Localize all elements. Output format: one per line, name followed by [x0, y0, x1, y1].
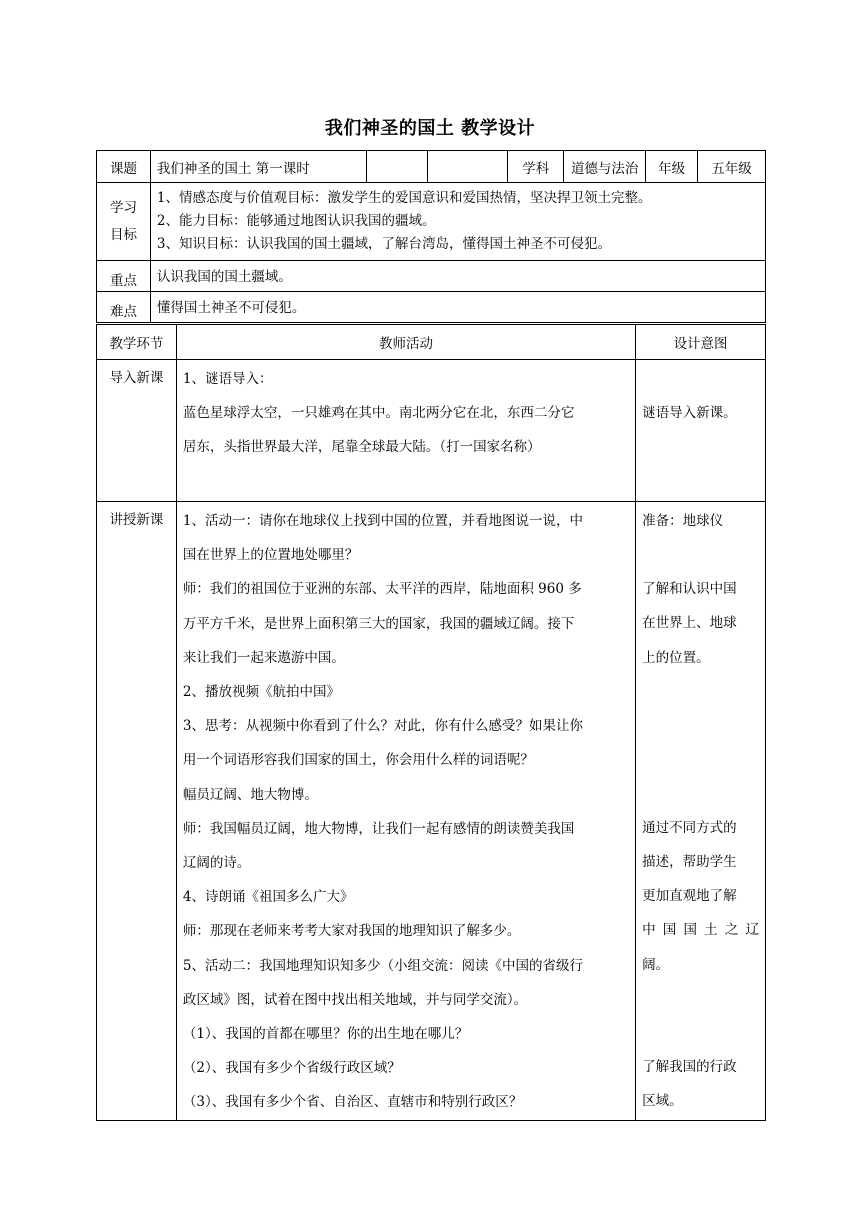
objectives-label: 学习 目标 — [97, 183, 151, 261]
intent-cell: 准备：地球仪 了解和认识中国 在世界上、地球 上的位置。 通过不同方式的 描述，帮助学生 更加直观地了解 中国国土之辽 阔。 了解我国的行政 区域。 — [636, 502, 766, 1121]
lesson-row-new — [97, 502, 766, 1121]
stage-cell: 导入新课 — [97, 360, 177, 502]
key-point-label: 重点 — [97, 261, 151, 292]
grade-value: 五年级 — [698, 151, 766, 183]
course-label: 课题 — [97, 151, 151, 183]
lesson-header-row — [97, 325, 766, 360]
intent-cell: 谜语导入新课。 — [636, 360, 766, 502]
difficulty-value: 懂得国土神圣不可侵犯。 — [150, 292, 765, 323]
objective-item: 1、情感态度与价值观目标：激发学生的爱国意识和爱国热情，坚决捍卫领土完整。 — [156, 190, 652, 206]
key-point-value: 认识我国的国土疆域。 — [150, 261, 765, 292]
stage-cell: 讲授新课 — [97, 502, 177, 1121]
header-activity: 教师活动 — [176, 325, 635, 360]
key-point-row — [97, 261, 766, 292]
objective-item: 2、能力目标：能够通过地图认识我国的疆域。 — [156, 213, 436, 229]
subject-value: 道德与法治 — [564, 151, 646, 183]
activity-cell: 1、活动一：请你在地球仪上找到中国的位置，并看地图说一说，中 国在世界上的位置地处哪里？ 师：我们的祖国位于亚洲的东部、太平洋的西岸，陆地面积 960 多 万平方千米，是世界上面积第三大的国家，我国的疆域辽阔。接下 来让我们一起来遨游中国。 2、播放视频《航拍中国》 3、思考：从视频中你看到了什么？对此，你有什么感受？如果让你 用一个词语形容我们国家的国土，你会用什么样的词语呢？ 幅员辽阔、地大物博。 师：我国幅员辽阔，地大物博，让我们一起有感情的朗读赞美我国 辽阔的诗。 4、诗朗诵《祖国多么广大》 师：那现在老师来考考大家对我国的地理知识了解多少。 5、活动二：我国地理知识知多少（小组交流：阅读《中国的省级行 政区域》图，试着在图中找出相关地域，并与同学交流）。 （1）、我国的首都在哪里？你的出生地在哪儿？ （2）、我国有多少个省级行政区域？ （3）、我国有多少个省、自治区、直辖市和特别行政区？ — [176, 502, 635, 1121]
objectives-row — [97, 183, 766, 261]
course-value: 我们神圣的国土 第一课时 — [150, 151, 366, 183]
empty-cell — [366, 151, 428, 183]
objective-item: 3、知识目标：认识我国的国土疆域，了解台湾岛，懂得国土神圣不可侵犯。 — [156, 236, 612, 252]
lesson-table — [96, 324, 766, 1121]
subject-label: 学科 — [508, 151, 564, 183]
empty-cell — [428, 151, 508, 183]
header-stage: 教学环节 — [97, 325, 177, 360]
header-intent: 设计意图 — [636, 325, 766, 360]
objectives-content — [150, 183, 765, 261]
activity-cell: 1、谜语导入： 蓝色星球浮太空，一只雄鸡在其中。南北两分它在北，东西二分它 居东，头指世界最大洋，尾靠全球最大陆。（打一国家名称） — [176, 360, 635, 502]
info-table — [96, 150, 766, 323]
page-title: 我们神圣的国土 教学设计 — [324, 118, 536, 139]
lesson-row-intro — [97, 360, 766, 502]
difficulty-label: 难点 — [97, 292, 151, 323]
course-row — [97, 151, 766, 183]
difficulty-row — [97, 292, 766, 323]
grade-label: 年级 — [646, 151, 698, 183]
